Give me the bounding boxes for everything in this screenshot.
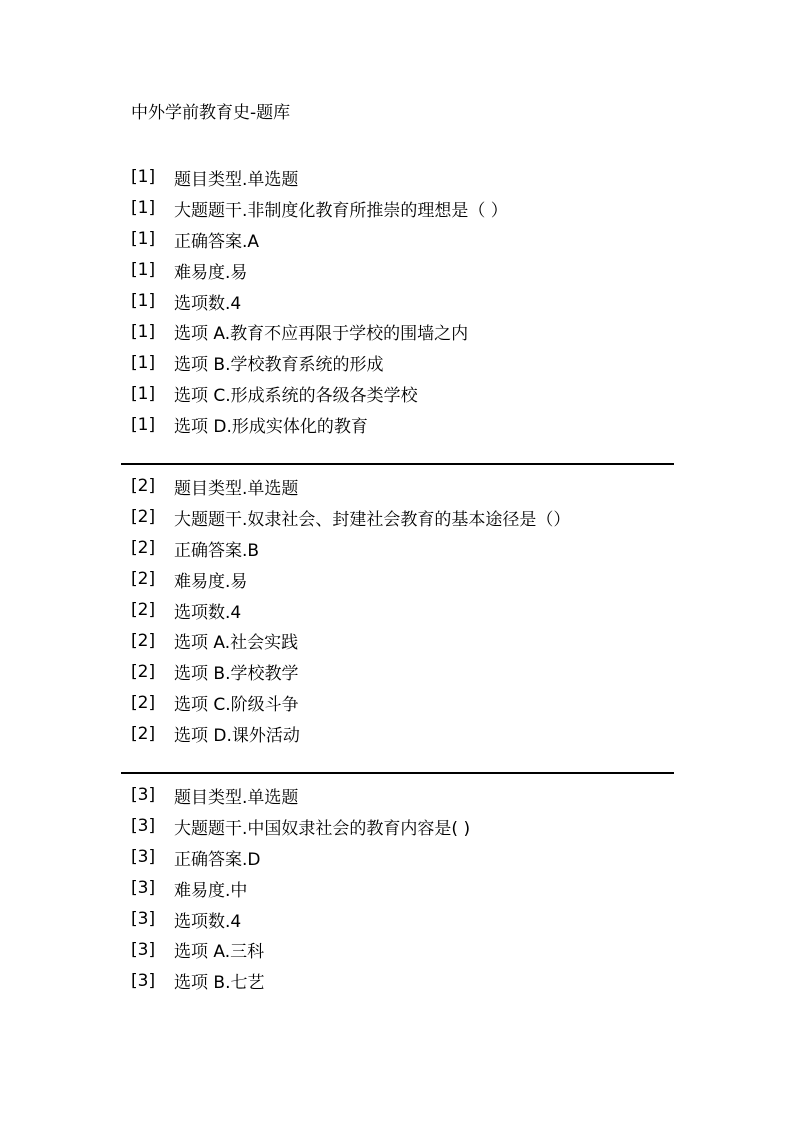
question-stem-row (131, 502, 691, 533)
question-number: [2] (131, 630, 156, 651)
option-count: 选项数.4 (174, 293, 242, 314)
option-b: 选项 B.学校教育系统的形成 (174, 355, 384, 376)
question-number: [1] (131, 321, 156, 342)
correct-answer: 正确答案.A (174, 231, 260, 252)
correct-answer-row (131, 533, 691, 564)
question-block-3 (131, 780, 691, 996)
question-divider (121, 463, 674, 465)
question-type: 题目类型.单选题 (174, 169, 299, 190)
option-d: 选项 D.课外活动 (174, 726, 300, 747)
correct-answer-row (131, 842, 691, 873)
question-type: 题目类型.单选题 (174, 787, 299, 808)
question-stem: 大题题干.中国奴隶社会的教育内容是( ) (174, 818, 471, 839)
difficulty: 难易度.易 (174, 262, 248, 283)
question-number: [3] (131, 970, 156, 991)
option-d-row (131, 718, 691, 749)
option-c-row (131, 687, 691, 718)
difficulty-row (131, 873, 691, 904)
option-a-row (131, 934, 691, 965)
option-a: 选项 A.社会实践 (174, 633, 299, 654)
option-b: 选项 B.学校教学 (174, 664, 299, 685)
question-number: [1] (131, 291, 156, 311)
question-number: [3] (131, 816, 156, 837)
question-number: [2] (131, 538, 156, 559)
question-number: [2] (131, 476, 156, 497)
question-stem-row (131, 811, 691, 842)
question-block-2 (131, 471, 691, 749)
question-divider (121, 772, 674, 774)
option-c: 选项 C.形成系统的各级各类学校 (174, 386, 418, 407)
question-number: [2] (131, 723, 156, 744)
option-count-row (131, 595, 691, 626)
question-stem: 大题题干.奴隶社会、封建社会教育的基本途径是（） (174, 509, 571, 530)
option-c-row (131, 378, 691, 409)
question-number: [1] (131, 383, 156, 404)
question-block-1 (131, 162, 691, 440)
question-number: [1] (131, 414, 156, 435)
option-a-row (131, 316, 691, 347)
option-count-row (131, 286, 691, 317)
question-number: [1] (131, 167, 156, 188)
option-d-row (131, 409, 691, 440)
question-number: [3] (131, 909, 156, 929)
difficulty: 难易度.易 (174, 571, 248, 592)
question-type-row (131, 471, 691, 502)
option-d: 选项 D.形成实体化的教育 (174, 417, 368, 438)
option-b-row (131, 347, 691, 378)
question-number: [3] (131, 878, 156, 899)
difficulty-row (131, 255, 691, 286)
option-a-row (131, 625, 691, 656)
question-stem: 大题题干.非制度化教育所推崇的理想是（ ） (174, 200, 508, 221)
question-number: [2] (131, 692, 156, 713)
question-type-row (131, 162, 691, 193)
option-a: 选项 A.三科 (174, 942, 265, 963)
option-b-row (131, 965, 691, 996)
option-a: 选项 A.教育不应再限于学校的围墙之内 (174, 324, 469, 345)
document-title: 中外学前教育史-题库 (131, 103, 291, 123)
question-number: [3] (131, 847, 156, 868)
question-number: [2] (131, 569, 156, 590)
option-b-row (131, 656, 691, 687)
question-number: [3] (131, 785, 156, 806)
option-c: 选项 C.阶级斗争 (174, 695, 299, 716)
question-number: [3] (131, 939, 156, 960)
correct-answer-row (131, 224, 691, 255)
difficulty-row (131, 564, 691, 595)
question-number: [1] (131, 260, 156, 281)
option-b: 选项 B.七艺 (174, 973, 265, 994)
option-count: 选项数.4 (174, 602, 242, 623)
question-type: 题目类型.单选题 (174, 478, 299, 499)
question-number: [2] (131, 600, 156, 620)
question-number: [1] (131, 352, 156, 373)
question-number: [2] (131, 507, 156, 528)
correct-answer: 正确答案.D (174, 849, 261, 870)
question-number: [1] (131, 229, 156, 250)
question-number: [1] (131, 198, 156, 219)
option-count: 选项数.4 (174, 911, 242, 932)
question-stem-row (131, 193, 691, 224)
question-number: [2] (131, 661, 156, 682)
option-count-row (131, 904, 691, 935)
question-type-row (131, 780, 691, 811)
correct-answer: 正确答案.B (174, 540, 260, 561)
difficulty: 难易度.中 (174, 880, 248, 901)
